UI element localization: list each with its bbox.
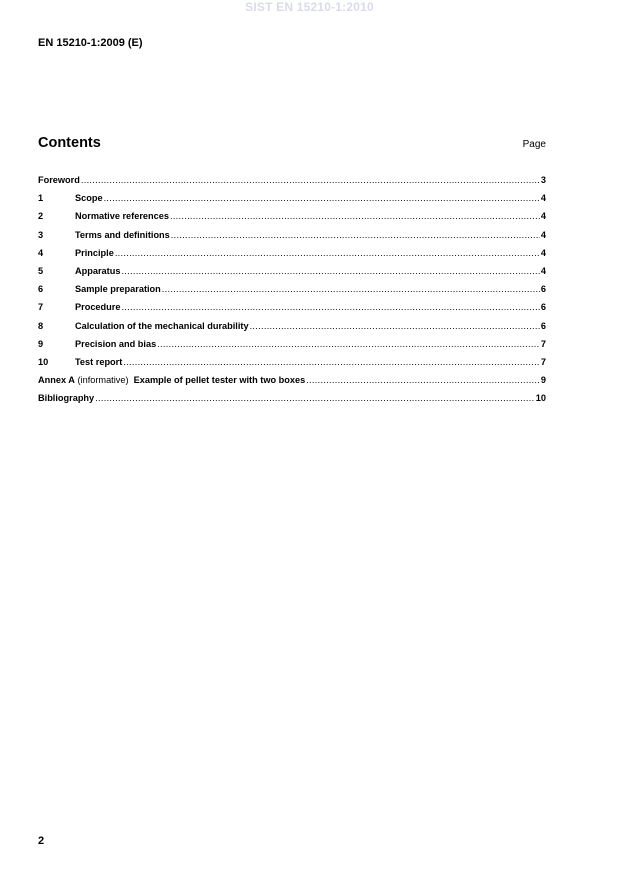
toc-entry[interactable] xyxy=(38,175,546,193)
toc-entry-title-text: Normative references xyxy=(75,211,169,222)
toc-entry-number: 2 xyxy=(38,211,44,222)
toc-entry-number: 9 xyxy=(38,338,44,349)
toc-entry-page: 4 xyxy=(540,193,546,204)
toc-entry-title xyxy=(75,211,169,221)
toc-entry-page: 6 xyxy=(540,302,546,313)
toc-entry-title-text: Annex A xyxy=(38,375,75,386)
toc-dot-leader xyxy=(121,302,539,312)
toc-dot-leader xyxy=(250,321,540,331)
toc-dot-leader xyxy=(123,357,540,367)
toc-dot-leader xyxy=(162,284,540,294)
toc-entry-title-text: Foreword xyxy=(38,175,80,185)
toc-dot-leader xyxy=(81,175,540,185)
toc-entry-number: 5 xyxy=(38,265,44,276)
toc-dot-leader xyxy=(115,248,540,258)
toc-entry[interactable] xyxy=(38,266,546,284)
toc-entry-title xyxy=(75,339,156,349)
toc-entry-title-text: Bibliography xyxy=(38,393,95,404)
toc-entry[interactable] xyxy=(38,284,546,302)
toc-entry[interactable] xyxy=(38,302,546,320)
toc-entry-title-text: Precision and bias xyxy=(75,338,157,349)
toc-entry-title xyxy=(75,230,170,240)
toc-entry-title xyxy=(38,393,94,403)
toc-entry-title xyxy=(75,248,114,258)
toc-dot-leader xyxy=(171,230,540,240)
toc-entry-title xyxy=(75,266,120,276)
toc-entry-page: 7 xyxy=(540,338,546,349)
toc-entry-page: 3 xyxy=(540,175,546,185)
toc-entry[interactable] xyxy=(38,248,546,266)
toc-entry-number: 7 xyxy=(38,302,44,313)
toc-entry-title-note: (informative) xyxy=(74,375,132,386)
toc-entry-title xyxy=(75,193,103,203)
toc-entry-title-text: Sample preparation xyxy=(75,284,161,295)
toc-entry[interactable] xyxy=(38,230,546,248)
toc-entry[interactable] xyxy=(38,375,546,393)
watermark: SIST EN 15210-1:2010 xyxy=(245,0,374,14)
toc-entry-page: 10 xyxy=(535,393,546,404)
toc-entry[interactable] xyxy=(38,357,546,375)
toc-entry-title-rest: Example of pellet tester with two boxes xyxy=(131,375,306,386)
toc-dot-leader xyxy=(121,266,539,276)
toc-entry-title-text: Test report xyxy=(75,356,123,367)
toc-entry-title-text: Principle xyxy=(75,247,114,258)
toc-entry-number: 8 xyxy=(38,320,44,331)
toc-entry-page: 6 xyxy=(540,320,546,331)
toc-dot-leader xyxy=(306,375,540,385)
toc-entry-title xyxy=(75,357,122,367)
toc-dot-leader xyxy=(170,211,540,221)
table-of-contents xyxy=(38,175,546,411)
toc-entry[interactable] xyxy=(38,321,546,339)
page-number: 2 xyxy=(38,835,45,847)
toc-entry-page: 7 xyxy=(540,356,546,367)
toc-entry-title xyxy=(75,321,249,331)
toc-entry-number: 3 xyxy=(38,229,44,240)
document-id: EN 15210-1:2009 (E) xyxy=(38,37,143,49)
toc-entry-page: 4 xyxy=(540,265,546,276)
toc-entry-title xyxy=(75,302,120,312)
contents-title: Contents xyxy=(38,135,101,151)
toc-entry-number: 10 xyxy=(38,356,49,367)
toc-entry-page: 9 xyxy=(540,375,546,386)
toc-entry[interactable] xyxy=(38,393,546,411)
toc-dot-leader xyxy=(104,193,540,203)
toc-entry-page: 4 xyxy=(540,229,546,240)
toc-entry-title-text: Terms and definitions xyxy=(75,229,170,240)
toc-entry-title-text: Apparatus xyxy=(75,265,121,276)
toc-entry-page: 4 xyxy=(540,247,546,258)
toc-dot-leader xyxy=(95,393,535,403)
toc-entry-number: 1 xyxy=(38,193,44,204)
toc-entry-title xyxy=(38,375,305,385)
toc-entry-title xyxy=(75,284,161,294)
toc-dot-leader xyxy=(157,339,540,349)
toc-entry-page: 6 xyxy=(540,284,546,295)
toc-entry[interactable] xyxy=(38,193,546,211)
page-column-label: Page xyxy=(522,139,546,150)
toc-entry-number: 4 xyxy=(38,247,44,258)
toc-entry-title-text: Scope xyxy=(75,193,103,204)
toc-entry-title xyxy=(38,175,80,185)
toc-entry-title-text: Calculation of the mechanical durability xyxy=(75,320,249,331)
toc-entry-number: 6 xyxy=(38,284,44,295)
toc-entry-page: 4 xyxy=(540,211,546,222)
toc-entry-title-text: Procedure xyxy=(75,302,121,313)
toc-entry[interactable] xyxy=(38,339,546,357)
toc-entry[interactable] xyxy=(38,211,546,229)
